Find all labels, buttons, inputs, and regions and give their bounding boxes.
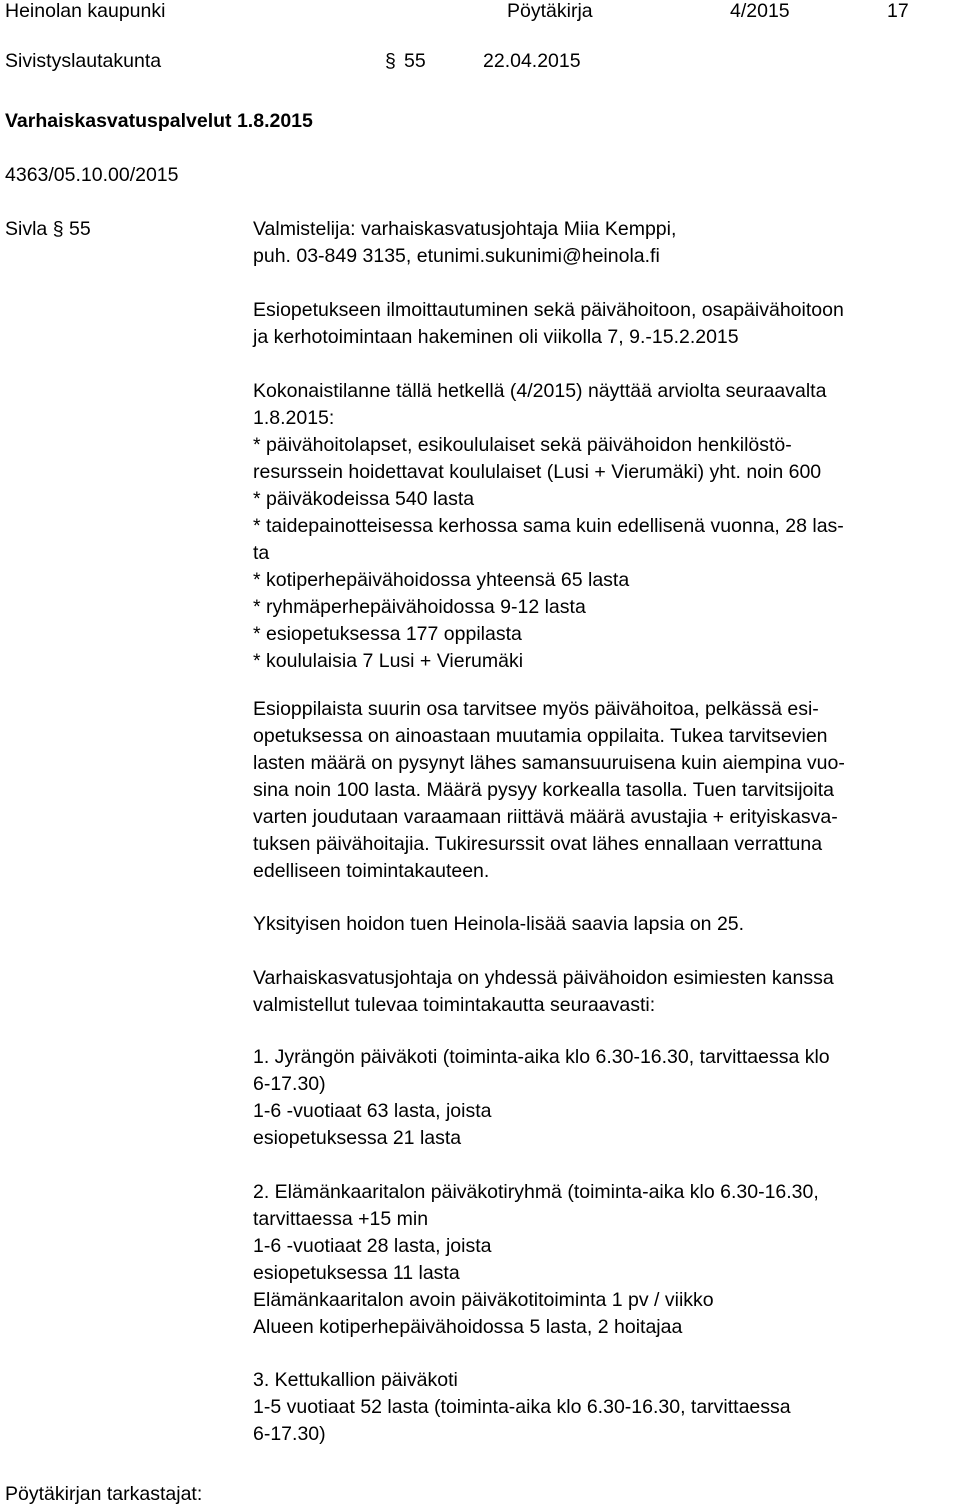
list-item-continuation: resurssein hoidettavat koululaiset (Lusi + Vierumäki) yht. noin 600 bbox=[253, 461, 822, 483]
item-line: 1-5 vuotiaat 52 lasta (toiminta-aika klo 6.30-16.30, tarvittaessa bbox=[253, 1396, 791, 1418]
page-title: Varhaiskasvatuspalvelut 1.8.2015 bbox=[5, 110, 313, 132]
paragraph-line: Yksityisen hoidon tuen Heinola-lisää saavia lapsia on 25. bbox=[253, 913, 745, 935]
side-section-ref bbox=[5, 216, 91, 243]
item-line: esiopetuksessa 11 lasta bbox=[253, 1262, 460, 1284]
paragraph-line: opetuksessa on ainoastaan muutamia oppilaita. Tukea tarvitsevien bbox=[253, 725, 828, 747]
page-number: 17 bbox=[887, 0, 909, 22]
preparer-contact-line: puh. 03-849 3135, etunimi.sukunimi@heinola.fi bbox=[253, 245, 660, 267]
item-line: 1-6 -vuotiaat 63 lasta, joista bbox=[253, 1100, 492, 1122]
document-number: 4/2015 bbox=[730, 0, 790, 22]
paragraph-line: varten joudutaan varaamaan riittävä määrä avustajia + erityiskasva- bbox=[253, 806, 838, 828]
item-line: tarvittaessa +15 min bbox=[253, 1208, 429, 1230]
item-line: 1. Jyrängön päiväkoti (toiminta-aika klo 6.30-16.30, tarvittaessa klo bbox=[253, 1046, 830, 1068]
item-line: 3. Kettukallion päiväkoti bbox=[253, 1369, 458, 1391]
paragraph-line: edelliseen toimintakauteen. bbox=[253, 860, 490, 882]
item-line: 6-17.30) bbox=[253, 1073, 326, 1095]
item-line: Elämänkaaritalon avoin päiväkotitoiminta 1 pv / viikko bbox=[253, 1289, 714, 1311]
list-item: * esiopetuksessa 177 oppilasta bbox=[253, 623, 522, 645]
planning-paragraph bbox=[253, 965, 953, 1019]
list-item: * taidepainotteisessa kerhossa sama kuin edellisenä vuonna, 28 las- bbox=[253, 515, 844, 537]
list-item: * päiväkodeissa 540 lasta bbox=[253, 488, 475, 510]
item-line: 2. Elämänkaaritalon päiväkotiryhmä (toiminta-aika klo 6.30-16.30, bbox=[253, 1181, 819, 1203]
board-name: Sivistyslautakunta bbox=[5, 50, 162, 72]
case-number: 4363/05.10.00/2015 bbox=[5, 164, 179, 186]
paragraph-line: Esioppilaista suurin osa tarvitsee myös päivähoitoa, pelkässä esi- bbox=[253, 698, 819, 720]
paragraph-line: lasten määrä on pysynyt lähes samansuuruisena kuin aiempina vuo- bbox=[253, 752, 845, 774]
list-item: * koululaisia 7 Lusi + Vierumäki bbox=[253, 650, 524, 672]
side-section-number: 55 bbox=[68, 218, 91, 240]
preparer-block bbox=[253, 216, 953, 270]
item-line: esiopetuksessa 21 lasta bbox=[253, 1127, 462, 1149]
section-symbol: § bbox=[385, 50, 396, 72]
paragraph-line: Esiopetukseen ilmoittautuminen sekä päivähoitoon, osapäivähoitoon bbox=[253, 299, 844, 321]
side-ref-prefix: Sivla bbox=[5, 218, 48, 240]
daycare-item-2 bbox=[253, 1179, 953, 1341]
item-line: 6-17.30) bbox=[253, 1423, 326, 1445]
paragraph-line: Kokonaistilanne tällä hetkellä (4/2015) näyttää arviolta seuraavalta bbox=[253, 380, 827, 402]
document-type: Pöytäkirja bbox=[507, 0, 593, 22]
list-item: * ryhmäperhepäivähoidossa 9-12 lasta bbox=[253, 596, 586, 618]
daycare-item-3 bbox=[253, 1367, 953, 1448]
meeting-date: 22.04.2015 bbox=[483, 50, 581, 72]
paragraph-line: tuksen päivähoitajia. Tukiresurssit ovat lähes ennallaan verrattuna bbox=[253, 833, 823, 855]
item-line: 1-6 -vuotiaat 28 lasta, joista bbox=[253, 1235, 492, 1257]
paragraph-line: sina noin 100 lasta. Määrä pysyy korkealla tasolla. Tuen tarvitsijoita bbox=[253, 779, 834, 801]
list-item: * kotiperhepäivähoidossa yhteensä 65 lasta bbox=[253, 569, 630, 591]
item-line: Alueen kotiperhepäivähoidossa 5 lasta, 2 hoitajaa bbox=[253, 1316, 683, 1338]
list-item: * päivähoitolapset, esikoululaiset sekä päivähoidon henkilöstö- bbox=[253, 434, 792, 456]
section-number: 55 bbox=[404, 50, 426, 72]
preparer-line: Valmistelija: varhaiskasvatusjohtaja Miia Kemppi, bbox=[253, 218, 677, 240]
preschool-paragraph bbox=[253, 696, 953, 885]
paragraph-line: valmistellut tulevaa toimintakautta seuraavasti: bbox=[253, 994, 656, 1016]
side-section-symbol: § bbox=[52, 218, 64, 240]
paragraph-line: Varhaiskasvatusjohtaja on yhdessä päivähoidon esimiesten kanssa bbox=[253, 967, 834, 989]
private-care-paragraph bbox=[253, 911, 953, 938]
daycare-item-1 bbox=[253, 1044, 953, 1152]
paragraph-line: ja kerhotoimintaan hakeminen oli viikolla 7, 9.-15.2.2015 bbox=[253, 326, 739, 348]
enrollment-paragraph bbox=[253, 297, 953, 351]
city-name: Heinolan kaupunki bbox=[5, 0, 166, 22]
situation-paragraph bbox=[253, 378, 953, 675]
reviewers-label: Pöytäkirjan tarkastajat: bbox=[5, 1483, 203, 1505]
paragraph-line: 1.8.2015: bbox=[253, 407, 335, 429]
list-item-continuation: ta bbox=[253, 542, 270, 564]
